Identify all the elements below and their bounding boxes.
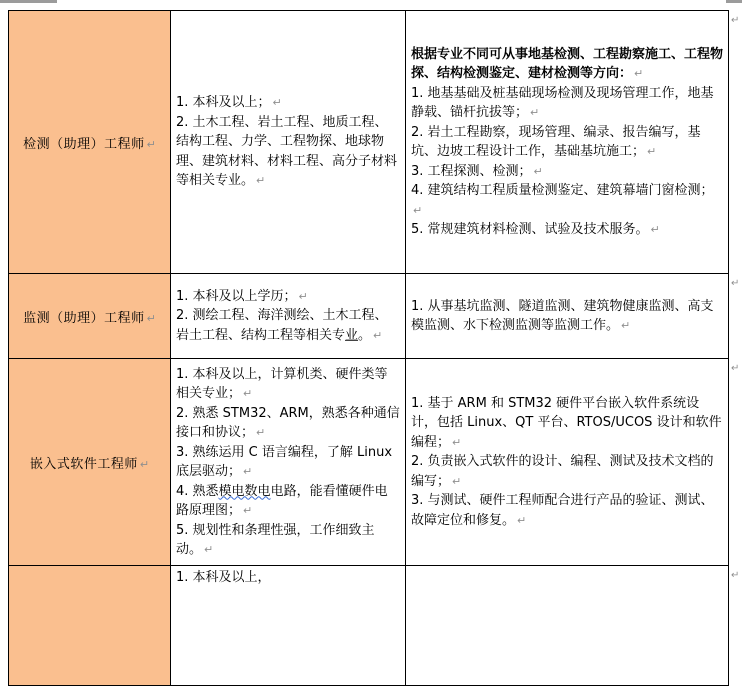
paragraph-segment: 2. 测绘工程、海洋测绘、土木工程、岩土工程、结构工程等相关专: [176, 308, 388, 343]
paragraph: [176, 482, 400, 521]
qualifications-cell: [171, 359, 406, 566]
paragraph-mark-icon: ↵: [298, 289, 308, 303]
job-title-cell: [9, 11, 171, 274]
paragraph-mark-icon: ↵: [146, 311, 156, 325]
qualifications-cell: [171, 274, 406, 359]
paragraph-text: 1. 本科及以上学历；: [176, 288, 297, 304]
paragraph-mark-icon: ↵: [256, 174, 266, 188]
row-end-mark-icon: ↵: [731, 278, 740, 289]
paragraph: [176, 365, 400, 404]
paragraph: [411, 220, 723, 240]
paragraph-text: 5. 规划性和条理性强，工作细致主动。: [176, 522, 375, 557]
window-edge-bar-right: [726, 0, 742, 3]
responsibilities-cell: [406, 11, 729, 274]
paragraph-mark-icon: ↵: [139, 457, 150, 471]
table-row: [9, 274, 729, 359]
paragraph: [411, 162, 723, 182]
paragraph: [411, 491, 723, 530]
responsibilities-cell: [406, 566, 729, 686]
paragraph-mark-icon: ↵: [517, 513, 527, 527]
table-row-partial: [9, 566, 729, 686]
paragraph: [176, 443, 400, 482]
paragraph-text: 3. 工程探测、检测；: [411, 163, 532, 179]
paragraph-text: 1. 本科及以上，: [176, 570, 271, 585]
job-title-cell: [9, 566, 171, 686]
row-end-mark-icon: ↵: [731, 363, 740, 374]
paragraph-text: 1. 从事基坑监测、隧道监测、建筑物健康监测、高支模监测、水下检测监测等监测工作。: [411, 298, 714, 333]
paragraph: [176, 306, 400, 345]
paragraph-text: 1. 本科及以上，计算机类、硬件类等相关专业；: [176, 366, 388, 401]
paragraph-mark-icon: ↵: [647, 145, 657, 158]
row-end-mark-icon: ↵: [731, 15, 740, 26]
paragraph-text: 2. 熟悉 STM32、ARM，熟悉各种通信接口和协议；: [176, 405, 400, 440]
paragraph-mark-icon: ↵: [243, 465, 253, 478]
paragraph-text: 2. 负责嵌入式软件的设计、编程、测试及技术文档的编写；: [411, 454, 714, 489]
paragraph: [176, 113, 400, 191]
paragraph: [176, 404, 400, 443]
paragraph-segment: 4. 熟悉: [176, 483, 219, 499]
paragraph-segment: 电路，能看懂硬件电路原理图；: [176, 483, 388, 518]
paragraph-text: 2. 岩土工程勘察，现场管理、编录、报告编写，基坑、边坡工程设计工作，基础基坑施工；: [411, 124, 701, 159]
paragraph: [176, 521, 400, 560]
paragraph-mark-icon: ↵: [373, 328, 383, 342]
paragraph-mark-icon: ↵: [634, 67, 644, 80]
paragraph-segment: 根据专业不同可从事地基检测、工程勘察施工、工程物探、结构检测鉴定、建材检测等方向：: [411, 46, 724, 81]
paragraph-mark-icon: ↵: [243, 387, 253, 400]
paragraph-mark-icon: ↵: [530, 106, 540, 119]
paragraph-mark-icon: ↵: [621, 319, 631, 332]
paragraph-mark-icon: ↵: [204, 543, 214, 556]
job-title-cell: [9, 359, 171, 566]
paragraph-text: 3. 与测试、硬件工程师配合进行产品的验证、测试、故障定位和修复。: [411, 493, 714, 528]
paragraph-mark-icon: ↵: [243, 504, 253, 517]
paragraph: [411, 45, 723, 84]
table-row: [9, 11, 729, 274]
paragraph-mark-icon: ↵: [452, 435, 462, 449]
paragraph: [176, 568, 400, 588]
table-row: [9, 359, 729, 566]
responsibilities-cell: [406, 359, 729, 566]
qualifications-cell: [171, 566, 406, 686]
paragraph-text: 1. 地基基础及桩基础现场检测及现场管理工作，地基静载、锚杆抗拔等；: [411, 85, 714, 120]
paragraph-mark-icon: ↵: [256, 426, 266, 439]
paragraph-mark-icon: ↵: [272, 96, 282, 110]
paragraph-text: 3. 熟练运用 C 语言编程，了解 Linux 底层驱动；: [176, 444, 397, 479]
job-positions-table: [8, 10, 729, 686]
window-edge-bar-left: [0, 0, 57, 3]
paragraph-segment: 模电数电: [218, 483, 271, 499]
paragraph-mark-icon: ↵: [452, 474, 462, 488]
paragraph: [411, 123, 723, 162]
paragraph: [411, 452, 723, 491]
responsibilities-cell: [406, 274, 729, 359]
paragraph-mark-icon: ↵: [146, 137, 156, 151]
paragraph-segment: 业: [345, 327, 359, 343]
paragraph-text: 5. 常规建筑材料检测、试验及技术服务。: [411, 222, 649, 237]
paragraph: [411, 297, 723, 336]
paragraph: [176, 287, 400, 307]
paragraph: [411, 394, 723, 453]
paragraph-mark-icon: ↵: [533, 164, 543, 178]
paragraph-text: 1. 本科及以上；: [176, 95, 271, 111]
job-title: 嵌入式软件工程师: [29, 456, 138, 472]
qualifications-cell: [171, 11, 406, 274]
row-end-mark-icon: ↵: [731, 570, 740, 581]
paragraph-text: 2. 土木工程、岩土工程、地质工程、结构工程、力学、工程物探、地球物理、建筑材料、材料工程、高分子材料等相关专业。: [176, 114, 398, 189]
paragraph-text: 1. 基于 ARM 和 STM32 硬件平台嵌入软件系统设计，包括 Linux、QT 平台、RTOS/UCOS 设计和软件编程；: [411, 395, 722, 450]
paragraph: [176, 93, 400, 113]
job-title-cell: [9, 274, 171, 359]
paragraph-mark-icon: ↵: [650, 223, 660, 236]
paragraph-text: 4. 建筑结构工程质量检测鉴定、建筑幕墙门窗检测；: [411, 183, 714, 198]
paragraph: [411, 84, 723, 123]
paragraph-segment: 。: [358, 327, 372, 343]
paragraph: [411, 181, 723, 220]
paragraph-mark-icon: ↵: [413, 203, 423, 217]
job-title: 检测（助理）工程师: [23, 136, 145, 152]
job-title: 监测（助理）工程师: [23, 310, 145, 326]
